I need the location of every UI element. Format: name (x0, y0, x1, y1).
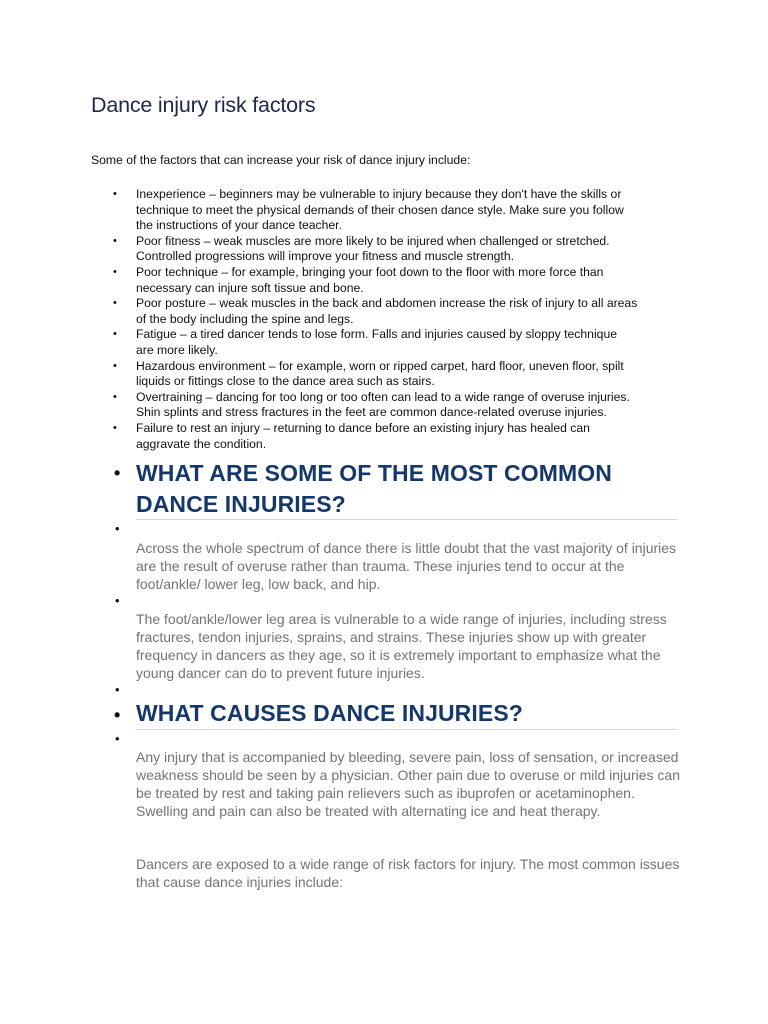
page-title: Dance injury risk factors (91, 93, 316, 117)
bullet-icon: • (114, 705, 121, 725)
list-item: • Hazardous environment – for example, worn or ripped carpet, hard floor, uneven floor, spilt liquids or fittings close to the dance area such as stairs. (113, 358, 624, 389)
list-item: • Failure to rest an injury – returning to dance before an existing injury has healed can aggravate the condition. (113, 420, 590, 451)
section-heading-common-injuries: WHAT ARE SOME OF THE MOST COMMON DANCE INJURIES? (136, 460, 612, 517)
bullet-icon: • (113, 328, 117, 341)
paragraph: The foot/ankle/lower leg area is vulnerable to a wide range of injuries, including stress fractures, tendon injuries, sprains, and strains. These injuries show up with greater frequency in dancers as they age, so it is extremely important to emphasize what the young dancer can do to prevent future injuries. (136, 611, 667, 681)
paragraph: Dancers are exposed to a wide range of risk factors for injury. The most common issues that cause dance injuries include: (136, 856, 680, 890)
divider (136, 519, 678, 520)
bullet-icon: • (113, 421, 117, 434)
paragraph: Across the whole spectrum of dance there is little doubt that the vast majority of injuries are the result of overuse rather than trauma. These injuries tend to occur at the foot/ankle/ lower leg, low back, and hip. (136, 540, 677, 592)
list-item: • Poor fitness – weak muscles are more likely to be injured when challenged or stretched. Controlled progressions will improve your fitness and muscle strength. (113, 233, 610, 264)
bullet-icon: • (114, 463, 121, 483)
list-item: • Poor posture – weak muscles in the back and abdomen increase the risk of injury to all areas of the body including the spine and legs. (113, 296, 638, 326)
bullet-icon: • (115, 731, 120, 746)
paragraph: Any injury that is accompanied by bleeding, severe pain, loss of sensation, or increased weakness should be seen by a physician. Other pain due to overuse or mild injuries can be treated by rest and taking pain relievers such as ibuprofen or acetaminophen. Swelling and pain can also be treated with alternating ice and heat therapy. (136, 749, 680, 819)
section-heading-causes: WHAT CAUSES DANCE INJURIES? (136, 700, 523, 726)
bullet-icon: • (113, 265, 117, 278)
bullet-icon: • (113, 390, 117, 403)
bullet-icon: • (115, 682, 120, 697)
bullet-icon: • (113, 359, 117, 372)
bullet-icon: • (115, 593, 120, 608)
bullet-icon: • (115, 521, 120, 536)
list-item: • Overtraining – dancing for too long or too often can lead to a wide range of overuse injuries. Shin splints and stress fractures in the feet are common dance-related overuse injuries. (113, 389, 630, 420)
risk-factor-list (91, 187, 691, 452)
bullet-icon: • (113, 188, 117, 200)
intro-text: Some of the factors that can increase your risk of dance injury include: (91, 153, 471, 167)
bullet-icon: • (113, 297, 117, 310)
list-item: • Fatigue – a tired dancer tends to lose form. Falls and injuries caused by sloppy technique are more likely. (113, 327, 618, 357)
divider (136, 729, 678, 730)
list-item: • Inexperience – beginners may be vulnerable to injury because they don't have the skills or technique to meet the physical demands of their chosen dance style. Make sure you follow the instructions of your dance teacher. (113, 187, 624, 233)
bullet-icon: • (113, 234, 117, 247)
list-item: • Poor technique – for example, bringing your foot down to the floor with more force than necessary can injure soft tissue and bone. (113, 264, 604, 295)
